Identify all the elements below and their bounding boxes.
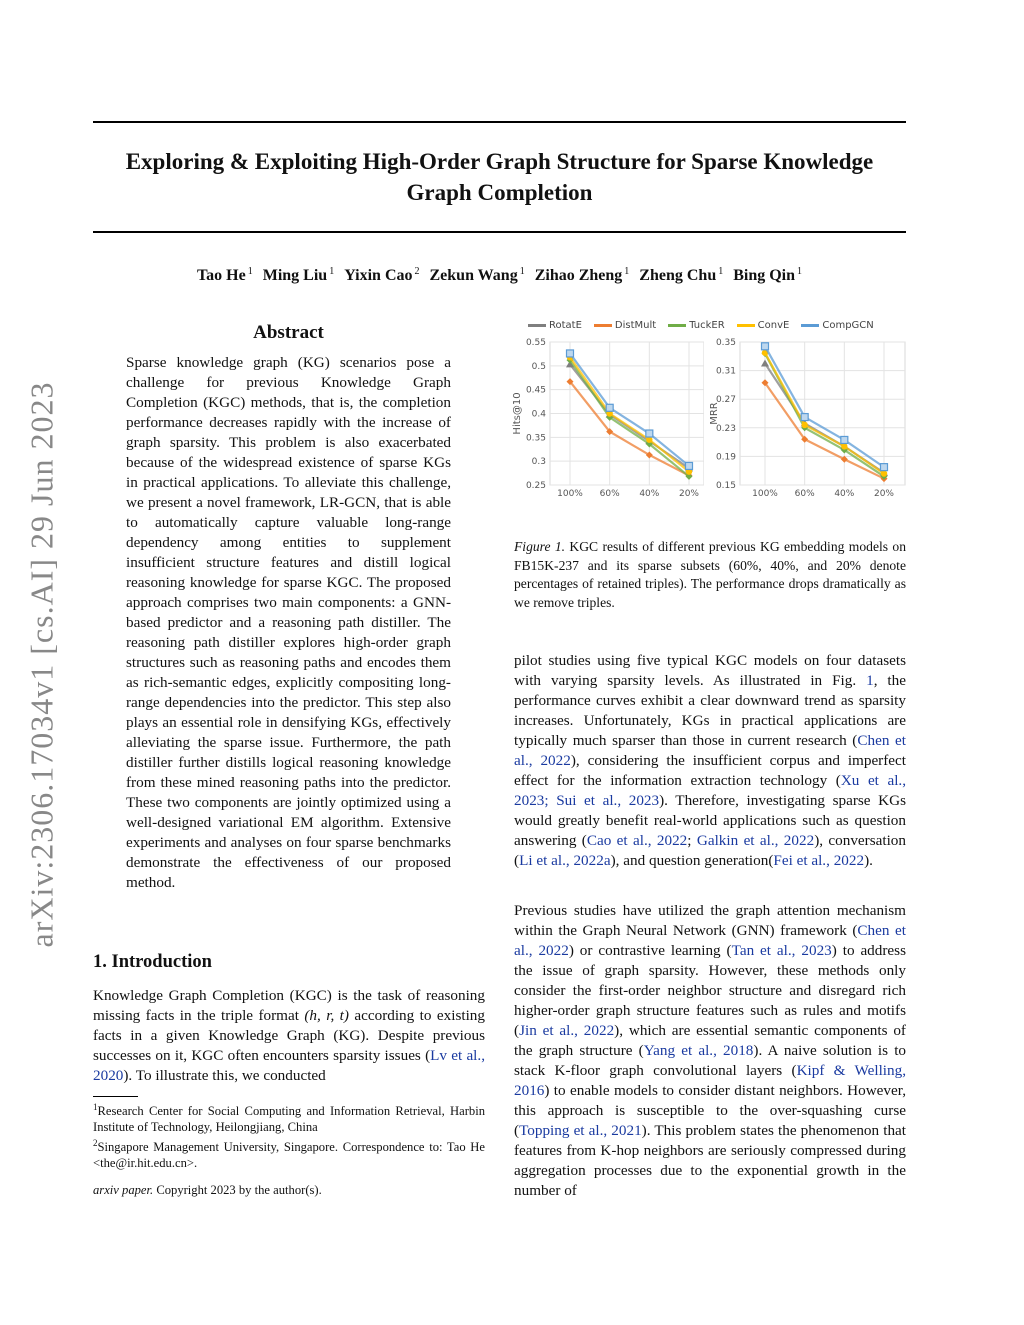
footnote bbox=[93, 1099, 485, 1171]
right-paragraph-1 bbox=[514, 651, 906, 871]
body-text: ), considering the insufficient corpus and imperfect effect for the information extraction technology ( bbox=[514, 752, 907, 789]
author-2 bbox=[344, 267, 419, 284]
y-tick-label: 0.27 bbox=[715, 395, 736, 406]
data-point-conve bbox=[801, 422, 807, 428]
x-tick-label: 20% bbox=[873, 489, 895, 499]
series-line-tucker bbox=[765, 353, 884, 476]
body-text: , the performance curves exhibit a clear downward trend as sparsity increases. Unfortunately, KGs in practical applications are typically much sparser than those in current research ( bbox=[514, 672, 906, 749]
legend-label: ConvE bbox=[757, 320, 790, 331]
citation-link[interactable]: Galkin et al., 2022 bbox=[696, 832, 815, 849]
y-tick-label: 0.35 bbox=[715, 338, 736, 348]
citation-link[interactable]: Kipf & Welling, 2016 bbox=[514, 1062, 906, 1099]
y-tick-label: 0.45 bbox=[525, 385, 546, 396]
y-tick-label: 0.3 bbox=[531, 457, 546, 468]
y-axis-label: Hits@10 bbox=[512, 392, 523, 435]
legend-swatch bbox=[594, 324, 612, 327]
citation-link[interactable]: Yang et al., 2018 bbox=[643, 1042, 754, 1059]
citation-link[interactable]: Jin et al., 2022 bbox=[519, 1022, 615, 1039]
body-text: ). bbox=[864, 852, 873, 869]
footnote-mark: 2 bbox=[93, 1138, 98, 1149]
x-tick-label: 40% bbox=[639, 489, 660, 499]
data-point-compgcn bbox=[686, 462, 693, 469]
affiliation-mark: 1 bbox=[329, 266, 335, 277]
affiliation-mark: 2 bbox=[414, 266, 420, 277]
copyright-venue: arxiv paper. bbox=[93, 1183, 154, 1197]
figure-ref-link[interactable]: 1 bbox=[866, 672, 874, 689]
footnote-rule bbox=[93, 1096, 138, 1097]
title-bottom-rule bbox=[93, 231, 906, 233]
legend-item-conve bbox=[737, 320, 790, 331]
affiliation-mark: 1 bbox=[247, 266, 253, 277]
x-tick-label: 60% bbox=[794, 489, 815, 499]
paper-title bbox=[93, 146, 906, 208]
legend-label: CompGCN bbox=[822, 320, 874, 331]
title-line-1: Exploring & Exploiting High-Order Graph Structure for Sparse Knowledge bbox=[125, 149, 874, 174]
body-text: ). This problem states the phenomenon that features from K-hop neighbors are seriously compressed during aggregation processes due to the exponential growth in the number of bbox=[514, 1122, 907, 1199]
data-point-compgcn bbox=[606, 404, 613, 411]
citation-link[interactable]: Cao et al., 2022 bbox=[586, 832, 688, 849]
y-tick-label: 0.4 bbox=[531, 409, 546, 420]
legend-item-distmult bbox=[594, 320, 656, 331]
body-text: ), and question generation( bbox=[610, 852, 774, 869]
author-name: Zekun Wang bbox=[429, 267, 518, 285]
body-text: ) or contrastive learning ( bbox=[568, 942, 732, 959]
copyright-text: Copyright 2023 by the author(s). bbox=[153, 1183, 322, 1197]
footnote-mark: 1 bbox=[93, 1102, 98, 1112]
citation-separator: ; bbox=[687, 832, 697, 849]
body-text: pilot studies using five typical KGC models on four datasets with varying sparsity levels. As illustrated in Fig. bbox=[514, 652, 906, 689]
author-4 bbox=[535, 267, 630, 284]
citation-link[interactable]: Xu et al., 2023 bbox=[514, 772, 907, 809]
data-point-compgcn bbox=[567, 350, 574, 357]
x-tick-label: 20% bbox=[678, 489, 700, 499]
citation-link[interactable]: Sui et al., 2023 bbox=[556, 792, 660, 809]
y-tick-label: 0.35 bbox=[525, 433, 546, 444]
x-tick-label: 40% bbox=[834, 489, 855, 499]
author-list bbox=[93, 266, 906, 285]
y-tick-label: 0.5 bbox=[531, 361, 546, 372]
body-text: ). Therefore, investigating sparse KGs would greatly benefit real-world applications such as question answering ( bbox=[514, 792, 906, 849]
y-tick-label: 0.25 bbox=[525, 481, 546, 491]
section-heading-introduction: 1. Introduction bbox=[93, 952, 212, 972]
right-paragraph-2 bbox=[514, 901, 906, 1201]
citation-link[interactable]: Chen et al., 2022 bbox=[514, 732, 906, 769]
top-rule bbox=[93, 121, 906, 123]
body-text: ), conversation ( bbox=[514, 832, 906, 869]
author-name: Zihao Zheng bbox=[534, 267, 623, 285]
legend-swatch bbox=[737, 324, 755, 327]
author-0 bbox=[197, 267, 253, 284]
citation-link[interactable]: Topping et al., 2021 bbox=[519, 1122, 642, 1139]
data-point-compgcn bbox=[762, 343, 769, 350]
affiliation-mark: 1 bbox=[624, 266, 630, 277]
abstract-text: Sparse knowledge graph (KG) scenarios pose a challenge for previous Knowledge Graph Completion (KGC) methods, that is, the completion performance decreases rapidly with the increase of graph sparsity. This problem is also exacerbated because of the widespread existence of sparse KGs in practical applications. To alleviate this challenge, we present a novel framework, LR-GCN, that is able to automatically capture valuable long-range dependency among entities to supplement insufficient structure features and distill logical reasoning knowledge for sparse KGC. The proposed approach comprises two main components: a GNN-based predictor and a reasoning path distiller. The reasoning path distiller explores high-order graph structures such as reasoning paths and encodes them as rich-semantic edges, explicitly compositing long-range dependencies into the predictor. This step also plays an essential role in densifying KGs, effectively alleviating the sparse issue. Furthermore, the path distiller further distills logical reasoning knowledge from these mined reasoning paths into the predictor. These two components are jointly optimized using a well-designed variational EM algorithm. Extensive experiments and analyses on four sparse benchmarks demonstrate the effectiveness of our proposed method. bbox=[126, 354, 451, 891]
footnote-affiliation-2 bbox=[93, 1135, 485, 1171]
triple-math: (h, r, t) bbox=[304, 1007, 349, 1024]
caption-text: KGC results of different previous KG embedding models on FB15K-237 and its sparse subsets (60%, 40%, and 20% denote percentages of retained triples). The performance drops dramatically as we remove triples. bbox=[514, 539, 906, 610]
legend-label: DistMult bbox=[614, 320, 657, 331]
legend-label: RotatE bbox=[549, 320, 582, 331]
affiliation-mark: 1 bbox=[718, 266, 724, 277]
intro-paragraph bbox=[93, 986, 485, 1086]
intro-text: ). To illustrate this, we conducted bbox=[123, 1067, 326, 1084]
author-name: Ming Liu bbox=[262, 267, 328, 285]
footnote-text: Singapore Management University, Singapore. Correspondence to: Tao He <the@ir.hit.edu.cn>. bbox=[93, 1140, 485, 1171]
footnote-affiliation-1 bbox=[93, 1099, 485, 1135]
author-name: Yixin Cao bbox=[344, 267, 413, 285]
hits10-chart bbox=[508, 334, 704, 500]
chart-legend bbox=[528, 320, 886, 331]
body-text: ) to address the issue of graph sparsity. However, these methods only consider the first-order neighbor structure and disregard rich higher-order graph structure features such as rules and motifs ( bbox=[514, 942, 906, 1039]
intro-text: according to existing facts in a given Knowledge Graph (KG). Despite previous successes on it, KGC often encounters sparsity issues ( bbox=[93, 1007, 485, 1064]
x-tick-label: 100% bbox=[752, 489, 778, 499]
x-tick-label: 100% bbox=[557, 489, 583, 499]
body-text: ). A naive solution is to stack K-floor graph convolutional layers ( bbox=[514, 1042, 907, 1079]
author-name: Bing Qin bbox=[733, 267, 796, 285]
legend-item-compgcn bbox=[801, 320, 873, 331]
title-line-2: Graph Completion bbox=[406, 180, 593, 205]
copyright-notice bbox=[93, 1183, 322, 1198]
figure-label: Figure 1. bbox=[514, 539, 566, 554]
legend-swatch bbox=[528, 324, 546, 327]
abstract-heading: Abstract bbox=[253, 322, 324, 343]
body-text: Previous studies have utilized the graph attention mechanism within the Graph Neural Network (GNN) framework ( bbox=[514, 902, 906, 939]
data-point-compgcn bbox=[841, 436, 848, 443]
y-axis-label: MRR bbox=[709, 402, 720, 425]
citation-link[interactable]: Chen et al., 2022 bbox=[514, 922, 907, 959]
data-point-compgcn bbox=[646, 430, 653, 437]
affiliation-mark: 1 bbox=[519, 266, 525, 277]
citation-link[interactable]: Fei et al., 2022 bbox=[773, 852, 865, 869]
citation-link[interactable]: Li et al., 2022a bbox=[519, 852, 611, 869]
legend-swatch bbox=[801, 324, 819, 327]
legend-item-rotate bbox=[528, 320, 582, 331]
arxiv-stamp: arXiv:2306.17034v1 [cs.AI] 29 Jun 2023 bbox=[23, 381, 60, 948]
author-name: Tao He bbox=[196, 267, 246, 285]
series-line-conve bbox=[570, 357, 689, 471]
x-tick-label: 60% bbox=[599, 489, 620, 499]
citation-separator: ; bbox=[544, 792, 557, 809]
figure-caption bbox=[514, 538, 906, 612]
footnote-text: Research Center for Social Computing and Information Retrieval, Harbin Institute of Technology, Heilongjiang, China bbox=[93, 1104, 485, 1135]
y-tick-label: 0.19 bbox=[715, 452, 736, 463]
citation-link[interactable]: Tan et al., 2023 bbox=[731, 942, 832, 959]
mrr-chart bbox=[706, 334, 906, 500]
y-tick-label: 0.23 bbox=[715, 423, 736, 434]
y-tick-label: 0.15 bbox=[715, 481, 736, 491]
author-1 bbox=[263, 267, 334, 284]
body-text: ), which are essential semantic components of the graph structure ( bbox=[514, 1022, 906, 1059]
series-line-compgcn bbox=[570, 353, 689, 465]
legend-item-tucker bbox=[668, 320, 724, 331]
data-point-conve bbox=[841, 443, 847, 449]
author-5 bbox=[639, 267, 723, 284]
legend-label: TuckER bbox=[689, 320, 725, 331]
author-name: Zheng Chu bbox=[639, 267, 717, 285]
y-tick-label: 0.31 bbox=[715, 366, 736, 377]
y-tick-label: 0.55 bbox=[525, 338, 546, 348]
body-text: ) to enable models to consider distant neighbors. However, this approach is susceptible to the over-squashing curse ( bbox=[514, 1082, 906, 1139]
legend-swatch bbox=[668, 324, 686, 327]
data-point-compgcn bbox=[801, 414, 808, 421]
data-point-conve bbox=[881, 470, 887, 476]
author-6 bbox=[733, 267, 802, 284]
data-point-compgcn bbox=[881, 464, 888, 471]
author-3 bbox=[430, 267, 525, 284]
affiliation-mark: 1 bbox=[797, 266, 803, 277]
citation-link[interactable]: Lv et al., 2020 bbox=[93, 1047, 485, 1084]
intro-text: Knowledge Graph Completion (KGC) is the task of reasoning missing facts in the triple format bbox=[93, 987, 485, 1024]
